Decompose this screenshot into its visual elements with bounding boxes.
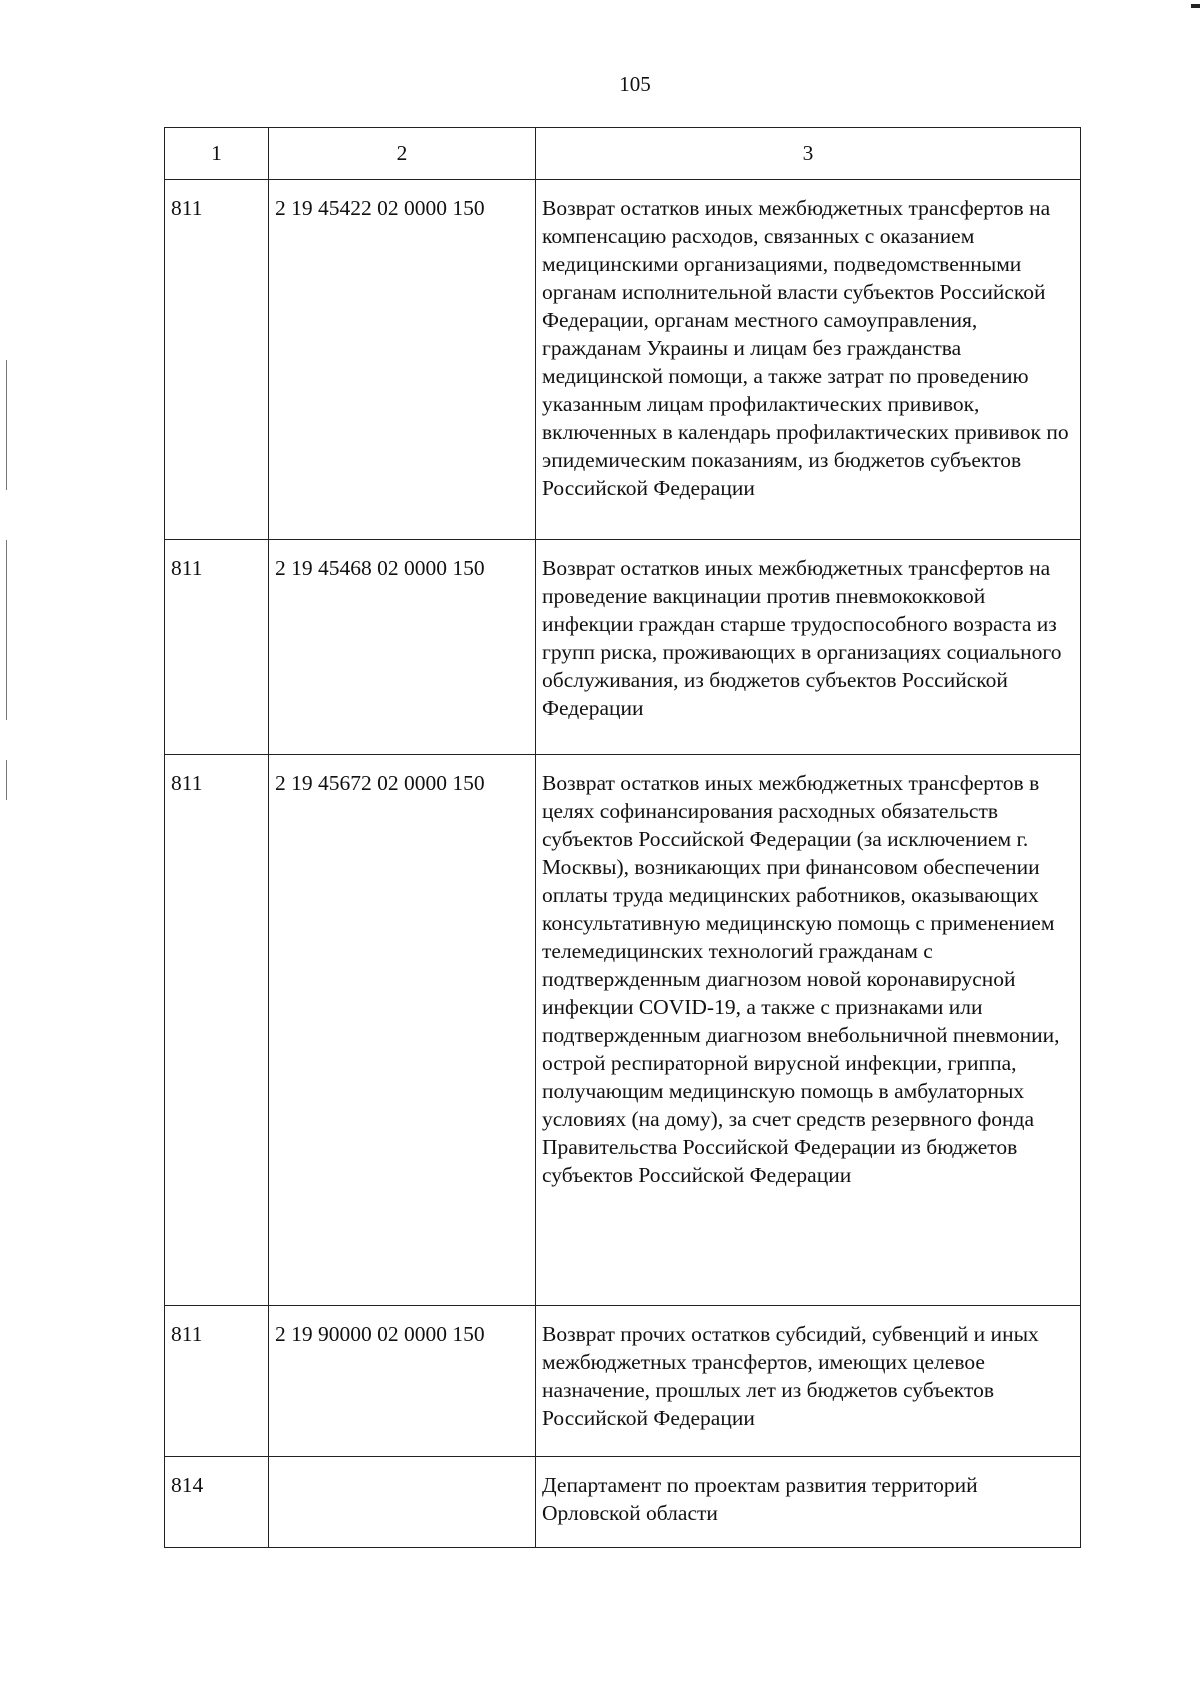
description-cell: Возврат остатков иных межбюджетных трансфертов на проведение вакцинации против пневмококковой инфекции граждан старше трудоспособного возраста из групп риска, проживающих в организациях социального обслуживания, из бюджетов субъектов Российской Федерации (536, 540, 1081, 755)
scan-artifact-mark (1191, 4, 1200, 8)
description-cell: Возврат прочих остатков субсидий, субвенций и иных межбюджетных трансфертов, имеющих целевое назначение, прошлых лет из бюджетов субъектов Российской Федерации (536, 1306, 1081, 1457)
table-row (165, 1457, 1081, 1548)
description-cell: Возврат остатков иных межбюджетных трансфертов в целях софинансирования расходных обязательств субъектов Российской Федерации (за исключением г. Москвы), возникающих при финансовом обеспечении оплаты труда медицинских работников, оказывающих консультативную медицинскую помощь с применением телемедицинских технологий гражданам с подтвержденным диагнозом новой коронавирусной инфекции COVID-19, а также с признаками или подтвержденным диагнозом внебольничной пневмонии, острой респираторной вирусной инфекции, гриппа, получающим медицинскую помощь в амбулаторных условиях (на дому), за счет средств резервного фонда Правительства Российской Федерации из бюджетов субъектов Российской Федерации (536, 755, 1081, 1306)
admin-code-cell: 811 (165, 755, 269, 1306)
kbk-code-cell: 2 19 45468 02 0000 150 (269, 540, 536, 755)
kbk-code-cell: 2 19 45422 02 0000 150 (269, 180, 536, 540)
kbk-code-cell: 2 19 90000 02 0000 150 (269, 1306, 536, 1457)
scan-artifact-line (6, 540, 7, 720)
admin-code-cell: 811 (165, 540, 269, 755)
kbk-code-cell: 2 19 45672 02 0000 150 (269, 755, 536, 1306)
table-row (165, 755, 1081, 1306)
admin-code-cell: 811 (165, 1306, 269, 1457)
column-header-3: 3 (536, 128, 1081, 180)
scan-artifact-line (6, 760, 7, 800)
scan-artifact-line (6, 360, 7, 490)
table-row (165, 180, 1081, 540)
page-number: 105 (619, 72, 651, 96)
description-cell: Возврат остатков иных межбюджетных трансфертов на компенсацию расходов, связанных с оказанием медицинскими организациями, подведомственными органам исполнительной власти субъектов Российской Федерации, органам местного самоуправления, гражданам Украины и лицам без гражданства медицинской помощи, а также затрат по проведению указанным лицам профилактических прививок, включенных в календарь профилактических прививок по эпидемическим показаниям, из бюджетов субъектов Российской Федерации (536, 180, 1081, 540)
kbk-code-cell (269, 1457, 536, 1548)
admin-code-cell: 811 (165, 180, 269, 540)
table-header-row (165, 128, 1081, 180)
table-row (165, 540, 1081, 755)
admin-code-cell: 814 (165, 1457, 269, 1548)
column-header-2: 2 (269, 128, 536, 180)
description-cell: Департамент по проектам развития территорий Орловской области (536, 1457, 1081, 1548)
budget-classification-table (164, 127, 1081, 1548)
column-header-1: 1 (165, 128, 269, 180)
table-row (165, 1306, 1081, 1457)
